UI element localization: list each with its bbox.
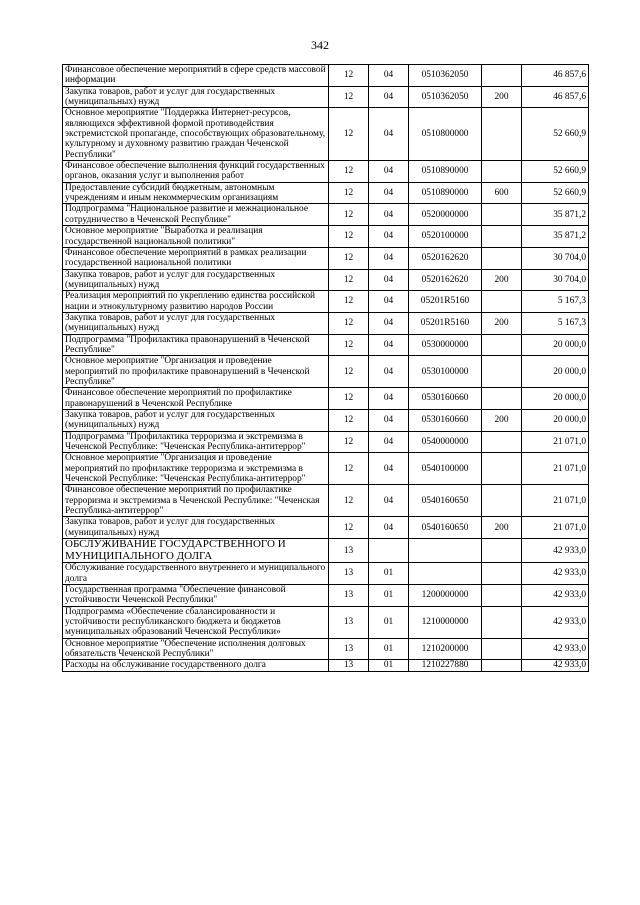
row-section-cell: 13: [329, 584, 369, 606]
table-row: [63, 638, 589, 660]
row-name-cell: Основное мероприятие "Выработка и реализация государственной национальной политики": [63, 226, 329, 248]
row-amount-cell: 20 000,0: [522, 410, 589, 432]
row-subsection-cell: 04: [369, 161, 409, 183]
table-row: [63, 485, 589, 517]
table-row: [63, 247, 589, 269]
row-subsection-cell: 04: [369, 453, 409, 485]
row-amount-cell: 52 660,9: [522, 108, 589, 161]
row-subsection-cell: 01: [369, 660, 409, 671]
row-subsection-cell: 04: [369, 65, 409, 87]
row-expense-type-cell: [482, 65, 522, 87]
row-section-cell: 12: [329, 161, 369, 183]
row-target-article-cell: 0540100000: [409, 453, 482, 485]
row-amount-cell: 42 933,0: [522, 638, 589, 660]
row-name-cell: Подпрограмма "Профилактика правонарушений в Чеченской Республике": [63, 334, 329, 356]
row-target-article-cell: 0530160660: [409, 410, 482, 432]
row-subsection-cell: 04: [369, 204, 409, 226]
row-amount-cell: 42 933,0: [522, 660, 589, 671]
row-name-cell: Закупка товаров, работ и услуг для государственных (муниципальных) нужд: [63, 517, 329, 539]
row-target-article-cell: 0530100000: [409, 356, 482, 388]
row-section-cell: 12: [329, 485, 369, 517]
row-name-cell: Основное мероприятие "Поддержка Интернет-ресурсов, являющихся эффективной формой противодействия экстремистской пропаганде, способствующих образовательному, культурному и духовному развитию граждан Чеченской Республики": [63, 108, 329, 161]
row-section-cell: 12: [329, 388, 369, 410]
table-row: [63, 204, 589, 226]
row-subsection-cell: 04: [369, 247, 409, 269]
row-section-cell: 12: [329, 312, 369, 334]
row-name-cell: Закупка товаров, работ и услуг для государственных (муниципальных) нужд: [63, 410, 329, 432]
budget-table: [62, 64, 589, 672]
row-amount-cell: 20 000,0: [522, 388, 589, 410]
row-target-article-cell: 0540000000: [409, 431, 482, 453]
table-row: [63, 431, 589, 453]
row-expense-type-cell: 200: [482, 86, 522, 108]
row-expense-type-cell: [482, 204, 522, 226]
row-target-article-cell: 0520162620: [409, 247, 482, 269]
row-name-cell: Финансовое обеспечение мероприятий по профилактике терроризма и экстремизма в Чеченской Республике: "Чеченская Республика-антитеррор": [63, 485, 329, 517]
row-expense-type-cell: 600: [482, 182, 522, 204]
table-row: [63, 660, 589, 671]
table-row: [63, 108, 589, 161]
table-row: [63, 291, 589, 313]
row-subsection-cell: 04: [369, 86, 409, 108]
row-name-cell: Закупка товаров, работ и услуг для государственных (муниципальных) нужд: [63, 86, 329, 108]
row-expense-type-cell: [482, 334, 522, 356]
row-name-cell: Основное мероприятие "Обеспечение исполнения долговых обязательств Чеченской Республики": [63, 638, 329, 660]
row-amount-cell: 30 704,0: [522, 247, 589, 269]
row-target-article-cell: 0530000000: [409, 334, 482, 356]
row-amount-cell: 5 167,3: [522, 312, 589, 334]
row-target-article-cell: 0510890000: [409, 182, 482, 204]
table-row: [63, 312, 589, 334]
row-section-cell: 13: [329, 660, 369, 671]
row-expense-type-cell: 200: [482, 410, 522, 432]
row-amount-cell: 21 071,0: [522, 485, 589, 517]
table-row: [63, 269, 589, 291]
row-target-article-cell: 0540160650: [409, 485, 482, 517]
table-row: [63, 584, 589, 606]
row-subsection-cell: [369, 539, 409, 563]
table-row: [63, 563, 589, 585]
row-target-article-cell: [409, 563, 482, 585]
row-expense-type-cell: 200: [482, 269, 522, 291]
row-name-cell: Закупка товаров, работ и услуг для государственных (муниципальных) нужд: [63, 269, 329, 291]
row-section-cell: 12: [329, 453, 369, 485]
table-row: [63, 539, 589, 563]
row-section-cell: 12: [329, 517, 369, 539]
row-section-cell: 12: [329, 204, 369, 226]
row-expense-type-cell: [482, 431, 522, 453]
row-amount-cell: 5 167,3: [522, 291, 589, 313]
row-section-cell: 13: [329, 539, 369, 563]
row-target-article-cell: 0510800000: [409, 108, 482, 161]
row-name-cell: Государственная программа "Обеспечение финансовой устойчивости Чеченской Республики": [63, 584, 329, 606]
row-expense-type-cell: [482, 356, 522, 388]
row-amount-cell: 46 857,6: [522, 65, 589, 87]
row-section-cell: 13: [329, 606, 369, 638]
row-amount-cell: 20 000,0: [522, 334, 589, 356]
row-amount-cell: 20 000,0: [522, 356, 589, 388]
row-subsection-cell: 01: [369, 606, 409, 638]
row-target-article-cell: 0520100000: [409, 226, 482, 248]
table-row: [63, 606, 589, 638]
table-row: [63, 226, 589, 248]
row-section-cell: 12: [329, 291, 369, 313]
budget-table-body: [63, 65, 589, 672]
row-subsection-cell: 04: [369, 388, 409, 410]
row-amount-cell: 42 933,0: [522, 606, 589, 638]
table-row: [63, 453, 589, 485]
row-expense-type-cell: [482, 539, 522, 563]
row-name-cell: Финансовое обеспечение мероприятий в сфере средств массовой информации: [63, 65, 329, 87]
row-expense-type-cell: [482, 584, 522, 606]
row-expense-type-cell: [482, 388, 522, 410]
row-subsection-cell: 04: [369, 182, 409, 204]
row-amount-cell: 35 871,2: [522, 204, 589, 226]
page-number: 342: [311, 38, 329, 52]
row-target-article-cell: 0510890000: [409, 161, 482, 183]
row-target-article-cell: 05201R5160: [409, 291, 482, 313]
row-amount-cell: 42 933,0: [522, 584, 589, 606]
row-subsection-cell: 04: [369, 410, 409, 432]
row-name-cell: Подпрограмма "Профилактика терроризма и экстремизма в Чеченской Республике: "Чеченская Республика-антитеррор": [63, 431, 329, 453]
row-target-article-cell: 0540160650: [409, 517, 482, 539]
table-row: [63, 86, 589, 108]
row-target-article-cell: 0510362050: [409, 86, 482, 108]
row-section-cell: 12: [329, 431, 369, 453]
row-expense-type-cell: 200: [482, 517, 522, 539]
row-amount-cell: 52 660,9: [522, 182, 589, 204]
row-subsection-cell: 01: [369, 638, 409, 660]
row-expense-type-cell: [482, 291, 522, 313]
row-name-cell: Основное мероприятие "Организация и проведение мероприятий по профилактике терроризма и экстремизма в Чеченской Республике: "Чеченская Республика-антитеррор": [63, 453, 329, 485]
row-target-article-cell: 0510362050: [409, 65, 482, 87]
row-subsection-cell: 04: [369, 431, 409, 453]
row-section-cell: 13: [329, 638, 369, 660]
row-name-cell: Обслуживание государственного внутреннего и муниципального долга: [63, 563, 329, 585]
row-expense-type-cell: 200: [482, 312, 522, 334]
row-target-article-cell: 1210000000: [409, 606, 482, 638]
row-name-cell: Закупка товаров, работ и услуг для государственных (муниципальных) нужд: [63, 312, 329, 334]
row-target-article-cell: 0520000000: [409, 204, 482, 226]
row-name-cell: Реализация мероприятий по укреплению единства российской нации и этнокультурному развитию народов России: [63, 291, 329, 313]
row-section-cell: 12: [329, 108, 369, 161]
row-target-article-cell: [409, 539, 482, 563]
row-subsection-cell: 04: [369, 108, 409, 161]
table-row: [63, 65, 589, 87]
row-subsection-cell: 04: [369, 356, 409, 388]
row-section-cell: 12: [329, 334, 369, 356]
row-name-cell: Подпрограмма «Обеспечение сбалансированности и устойчивости республиканского бюджета и бюджетов муниципальных образований Чеченской Республики»: [63, 606, 329, 638]
row-expense-type-cell: [482, 606, 522, 638]
row-amount-cell: 21 071,0: [522, 431, 589, 453]
row-expense-type-cell: [482, 108, 522, 161]
row-section-cell: 12: [329, 247, 369, 269]
row-name-cell: Расходы на обслуживание государственного долга: [63, 660, 329, 671]
row-target-article-cell: 0520162620: [409, 269, 482, 291]
table-row: [63, 182, 589, 204]
row-subsection-cell: 01: [369, 584, 409, 606]
row-section-cell: 12: [329, 182, 369, 204]
row-name-cell: Основное мероприятие "Организация и проведение мероприятий по профилактике правонарушений в Чеченской Республике": [63, 356, 329, 388]
table-row: [63, 356, 589, 388]
row-section-cell: 12: [329, 226, 369, 248]
row-subsection-cell: 04: [369, 291, 409, 313]
row-section-cell: 13: [329, 563, 369, 585]
row-subsection-cell: 04: [369, 269, 409, 291]
row-name-cell: Предоставление субсидий бюджетным, автономным учреждениям и иным некоммерческим организациям: [63, 182, 329, 204]
table-row: [63, 517, 589, 539]
row-subsection-cell: 04: [369, 312, 409, 334]
row-amount-cell: 42 933,0: [522, 539, 589, 563]
row-expense-type-cell: [482, 638, 522, 660]
row-expense-type-cell: [482, 247, 522, 269]
row-target-article-cell: 0530160660: [409, 388, 482, 410]
row-amount-cell: 21 071,0: [522, 517, 589, 539]
row-amount-cell: 21 071,0: [522, 453, 589, 485]
row-subsection-cell: 04: [369, 334, 409, 356]
row-expense-type-cell: [482, 660, 522, 671]
row-target-article-cell: 1200000000: [409, 584, 482, 606]
row-target-article-cell: 1210200000: [409, 638, 482, 660]
table-row: [63, 410, 589, 432]
row-name-cell: ОБСЛУЖИВАНИЕ ГОСУДАРСТВЕННОГО И МУНИЦИПАЛЬНОГО ДОЛГА: [63, 539, 329, 563]
row-amount-cell: 35 871,2: [522, 226, 589, 248]
row-name-cell: Финансовое обеспечение мероприятий в рамках реализации государственной национальной политики: [63, 247, 329, 269]
row-section-cell: 12: [329, 269, 369, 291]
row-expense-type-cell: [482, 453, 522, 485]
row-amount-cell: 52 660,9: [522, 161, 589, 183]
row-amount-cell: 42 933,0: [522, 563, 589, 585]
row-subsection-cell: 04: [369, 226, 409, 248]
row-expense-type-cell: [482, 226, 522, 248]
row-section-cell: 12: [329, 65, 369, 87]
row-amount-cell: 30 704,0: [522, 269, 589, 291]
row-name-cell: Подпрограмма "Национальное развитие и межнациональное сотрудничество в Чеченской Республике": [63, 204, 329, 226]
row-expense-type-cell: [482, 563, 522, 585]
table-row: [63, 161, 589, 183]
row-subsection-cell: 04: [369, 485, 409, 517]
row-expense-type-cell: [482, 485, 522, 517]
row-target-article-cell: 1210227880: [409, 660, 482, 671]
row-section-cell: 12: [329, 86, 369, 108]
row-section-cell: 12: [329, 356, 369, 388]
row-target-article-cell: 05201R5160: [409, 312, 482, 334]
table-row: [63, 388, 589, 410]
table-row: [63, 334, 589, 356]
row-name-cell: Финансовое обеспечение мероприятий по профилактике правонарушений в Чеченской Республике: [63, 388, 329, 410]
row-expense-type-cell: [482, 161, 522, 183]
row-subsection-cell: 04: [369, 517, 409, 539]
row-amount-cell: 46 857,6: [522, 86, 589, 108]
row-name-cell: Финансовое обеспечение выполнения функций государственных органов, оказания услуг и выполнения работ: [63, 161, 329, 183]
row-section-cell: 12: [329, 410, 369, 432]
row-subsection-cell: 01: [369, 563, 409, 585]
